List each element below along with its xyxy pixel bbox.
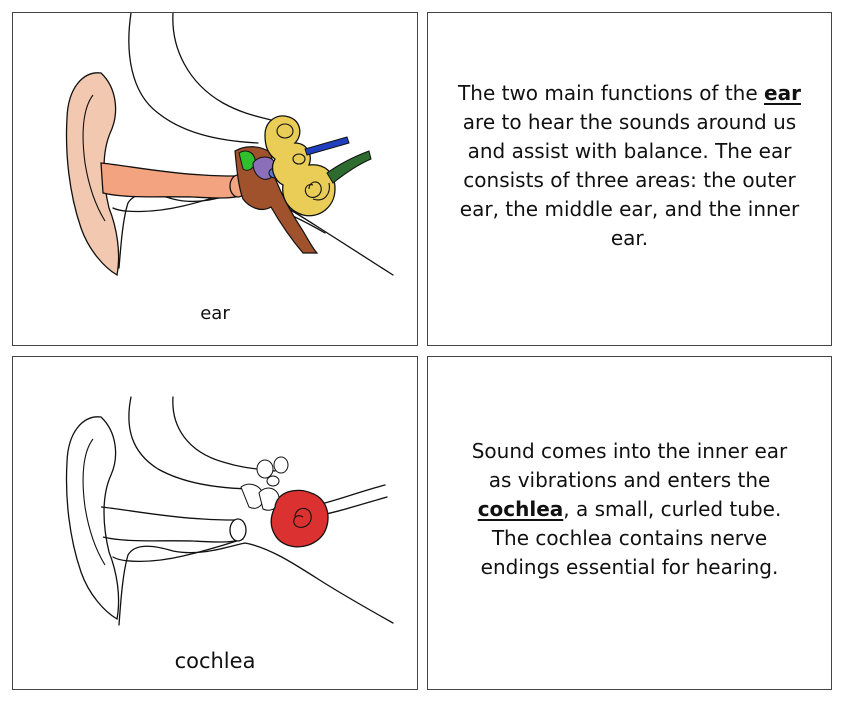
semicircular-canal-1: [257, 460, 273, 478]
cochlear-nerve: [327, 151, 371, 183]
outer-ear-pinna: [67, 417, 119, 619]
head-outline: [129, 397, 258, 489]
cochlea-keyword: cochlea: [477, 497, 564, 521]
ear-canal: [101, 163, 241, 198]
ear-label: ear: [200, 303, 230, 324]
cochlea-image-card: [12, 356, 418, 690]
ear-image-card: [12, 12, 418, 346]
ear-description-end: are to hear the sounds around us and assist with balance. The ear consists of three areas: the outer ear, the middle ear, and the inner ear.: [459, 110, 800, 250]
cochlea-label: cochlea: [174, 649, 256, 673]
cochlea-description-end: , a small, curled tube. The cochlea contains nerve endings essential for hearing.: [480, 497, 782, 579]
cochlea-description: [458, 437, 801, 582]
eardrum: [230, 519, 246, 541]
cochlea-illustration: [13, 357, 417, 627]
cochlea-description-start: Sound comes into the inner ear as vibrations and enters the: [471, 439, 788, 492]
ear-description: [458, 79, 801, 253]
vestibular-nerve: [305, 137, 349, 155]
ear-description-start: The two main functions of the: [458, 81, 758, 105]
ear-illustration: [13, 13, 417, 283]
ear-description-card: [427, 12, 832, 346]
ear-canal: [101, 507, 241, 542]
cochlea-highlight: [271, 490, 328, 547]
ear-keyword: ear: [764, 81, 801, 105]
semicircular-canal-2: [274, 457, 288, 473]
cochlea-description-card: [427, 356, 832, 690]
